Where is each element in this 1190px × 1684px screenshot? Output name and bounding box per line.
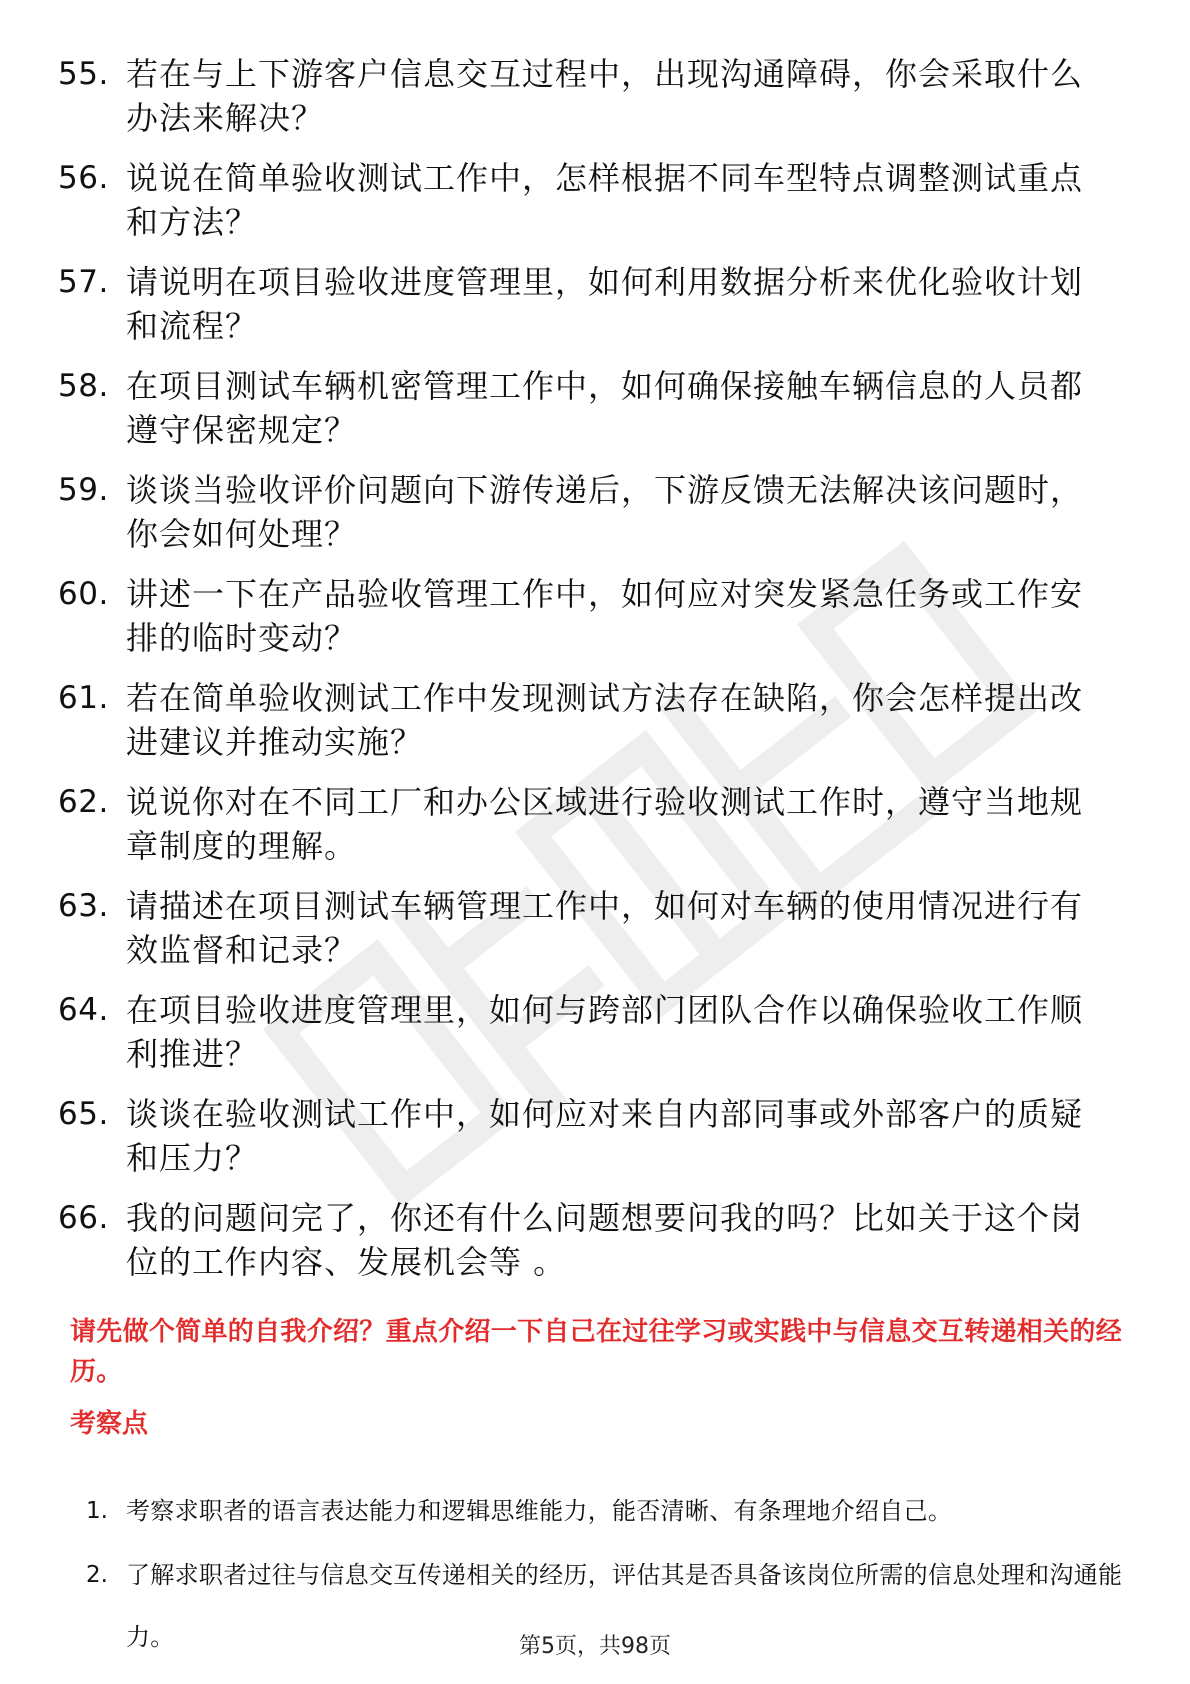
point-text: 了解求职者过往与信息交互传递相关的经历，评估其是否具备该岗位所需的信息处理和沟通能力。 [126, 1561, 1123, 1651]
question-number: 62. [58, 784, 109, 820]
question-number: 63. [58, 888, 109, 924]
question-number: 66. [58, 1200, 109, 1236]
question-text: 请描述在项目测试车辆管理工作中，如何对车辆的使用情况进行有效监督和记录？ [126, 887, 1084, 969]
point-number: 2. [86, 1562, 108, 1588]
question-text: 在项目测试车辆机密管理工作中，如何确保接触车辆信息的人员都遵守保密规定？ [126, 367, 1084, 449]
question-text: 我的问题问完了，你还有什么问题想要问我的吗？比如关于这个岗位的工作内容、发展机会等 。 [126, 1199, 1084, 1281]
question-text: 谈谈在验收测试工作中，如何应对来自内部同事或外部客户的质疑和压力？ [126, 1095, 1084, 1177]
question-number: 59. [58, 472, 109, 508]
question-number: 65. [58, 1096, 109, 1132]
question-item [58, 780, 1118, 884]
highlight-question: 请先做个简单的自我介绍？重点介绍一下自己在过往学习或实践中与信息交互转递相关的经历。 [70, 1317, 1123, 1387]
point-text: 考察求职者的语言表达能力和逻辑思维能力，能否清晰、有条理地介绍自己。 [126, 1497, 953, 1525]
page-footer: 第5页，共98页 [519, 1634, 671, 1659]
question-item [58, 1092, 1118, 1196]
point-number: 1. [86, 1498, 108, 1524]
question-item [58, 884, 1118, 988]
question-item [58, 676, 1118, 780]
question-number: 61. [58, 680, 109, 716]
question-number: 56. [58, 160, 109, 196]
question-number: 60. [58, 576, 109, 612]
question-text: 说说你对在不同工厂和办公区域进行验收测试工作时，遵守当地规章制度的理解。 [126, 783, 1084, 865]
question-item [58, 572, 1118, 676]
question-number: 57. [58, 264, 109, 300]
question-number: 64. [58, 992, 109, 1028]
question-item [58, 52, 1118, 156]
question-item [58, 1196, 1118, 1300]
question-item [58, 260, 1118, 364]
question-text: 若在简单验收测试工作中发现测试方法存在缺陷，你会怎样提出改进建议并推动实施？ [126, 679, 1084, 761]
question-text: 在项目验收进度管理里，如何与跨部门团队合作以确保验收工作顺利推进？ [126, 991, 1084, 1073]
question-number: 55. [58, 56, 109, 92]
question-number: 58. [58, 368, 109, 404]
section-heading: 考察点 [70, 1409, 149, 1439]
question-text: 谈谈当验收评价问题向下游传递后，下游反馈无法解决该问题时，你会如何处理？ [126, 471, 1084, 553]
question-item [58, 988, 1118, 1092]
question-text: 请说明在项目验收进度管理里，如何利用数据分析来优化验收计划和流程？ [126, 263, 1084, 345]
question-text: 说说在简单验收测试工作中，怎样根据不同车型特点调整测试重点和方法？ [126, 159, 1084, 241]
question-item [58, 364, 1118, 468]
question-item [58, 468, 1118, 572]
question-text: 讲述一下在产品验收管理工作中，如何应对突发紧急任务或工作安排的临时变动？ [126, 575, 1084, 657]
question-list [58, 52, 1118, 1300]
question-item [58, 156, 1118, 260]
question-text: 若在与上下游客户信息交互过程中，出现沟通障碍，你会采取什么办法来解决？ [126, 55, 1084, 137]
assessment-point [86, 1480, 1126, 1542]
